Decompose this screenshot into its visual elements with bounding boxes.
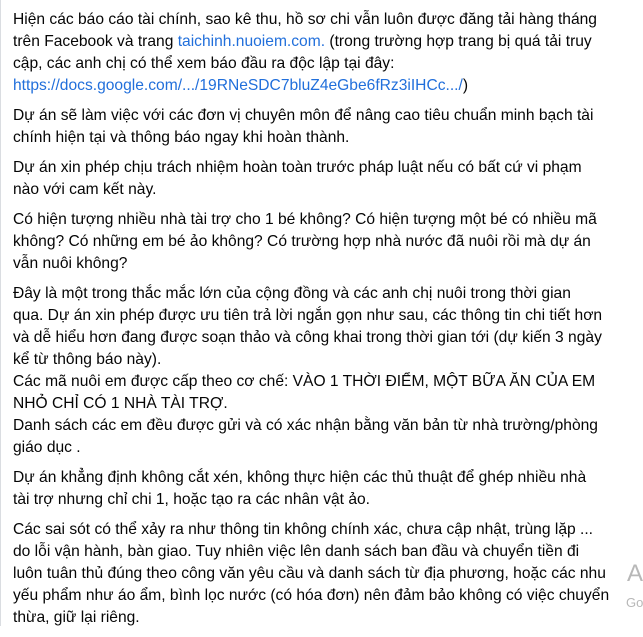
hyperlink[interactable]: https://docs.google.com/.../19RNeSDC7bluZ4eGbe6fRz3iIHCc.../ (13, 77, 463, 94)
post-paragraph (13, 157, 633, 201)
text-segment: trên Facebook và trang (13, 33, 178, 50)
text-segment: ) (462, 77, 469, 94)
post-body (13, 9, 633, 637)
text-line: Dự án khẳng định không cắt xén, không thực hiện các thủ thuật để ghép nhiều nhà (13, 469, 587, 486)
text-line: chính hiện tại và thông báo ngay khi hoàn thành. (13, 129, 350, 146)
text-line: Danh sách các em đều được gửi và có xác nhận bằng văn bản từ nhà trường/phòng (13, 417, 598, 434)
text-line: giáo dục . (13, 439, 81, 456)
text-line: Các sai sót có thể xảy ra như thông tin không chính xác, chưa cập nhật, trùng lặp ... (13, 521, 593, 538)
post-paragraph (13, 209, 633, 275)
text-line (13, 75, 633, 97)
text-line: nào với cam kết này. (13, 181, 157, 198)
post-paragraph (13, 519, 633, 629)
text-line: Dự án sẽ làm việc với các đơn vị chuyên môn để nâng cao tiêu chuẩn minh bạch tài (13, 107, 594, 124)
activate-windows-watermark-subtitle: Go (626, 595, 643, 610)
text-segment: (trong trường hợp trang bị quá tải truy (325, 33, 592, 50)
text-line: thừa, giữ lại riêng. (13, 609, 140, 626)
text-line: luôn tuân thủ đúng theo công văn yêu cầu và danh sách từ địa phương, hoặc các nhu (13, 565, 606, 582)
text-line: Đây là một trong thắc mắc lớn của cộng đồng và các anh chị nuôi trong thời gian (13, 285, 571, 302)
post-paragraph (13, 105, 633, 149)
text-line: Hiện các báo cáo tài chính, sao kê thu, hồ sơ chi vẫn luôn được đăng tải hàng tháng (13, 11, 597, 28)
text-line: Dự án xin phép chịu trách nhiệm hoàn toàn trước pháp luật nếu có bất cứ vi phạm (13, 159, 582, 176)
text-line: Có hiện tượng nhiều nhà tài trợ cho 1 bé không? Có hiện tượng một bé có nhiều mã (13, 211, 597, 228)
text-line: kể từ thông báo này). (13, 351, 162, 368)
post-paragraph (13, 467, 633, 511)
post-paragraph (13, 9, 633, 97)
text-line: tài trợ nhưng chỉ chi 1, hoặc tạo ra các nhân vật ảo. (13, 491, 371, 508)
text-line: không? Có những em bé ảo không? Có trường hợp nhà nước đã nuôi rồi mà dự án (13, 233, 591, 250)
text-line (13, 31, 633, 53)
text-line: qua. Dự án xin phép được ưu tiên trả lời ngắn gọn như sau, các thông tin chi tiết hơn (13, 307, 603, 324)
text-line: và dễ hiểu hơn đang được soạn thảo và công khai trong thời gian tới (dự kiến 3 ngày (13, 329, 602, 346)
text-line: NHỎ CHỈ CÓ 1 NHÀ TÀI TRỢ. (13, 395, 228, 412)
text-line: yếu phẩm như áo ẩm, bình lọc nước (có hóa đơn) nên đảm bảo không có việc chuyển (13, 587, 610, 604)
text-line: vẫn nuôi không? (13, 255, 128, 272)
text-line: cập, các anh chị có thể xem báo đầu ra độc lập tại đây: (13, 55, 395, 72)
activate-windows-watermark-title: A (627, 560, 643, 587)
post-paragraph (13, 283, 633, 459)
text-line: do lỗi vận hành, bàn giao. Tuy nhiên việc lên danh sách ban đầu và chuyển tiền đi (13, 543, 580, 560)
hyperlink[interactable]: taichinh.nuoiem.com. (177, 33, 326, 50)
text-line: Các mã nuôi em được cấp theo cơ chế: VÀO 1 THỜI ĐIỂM, MỘT BỮA ĂN CỦA EM (13, 373, 596, 390)
